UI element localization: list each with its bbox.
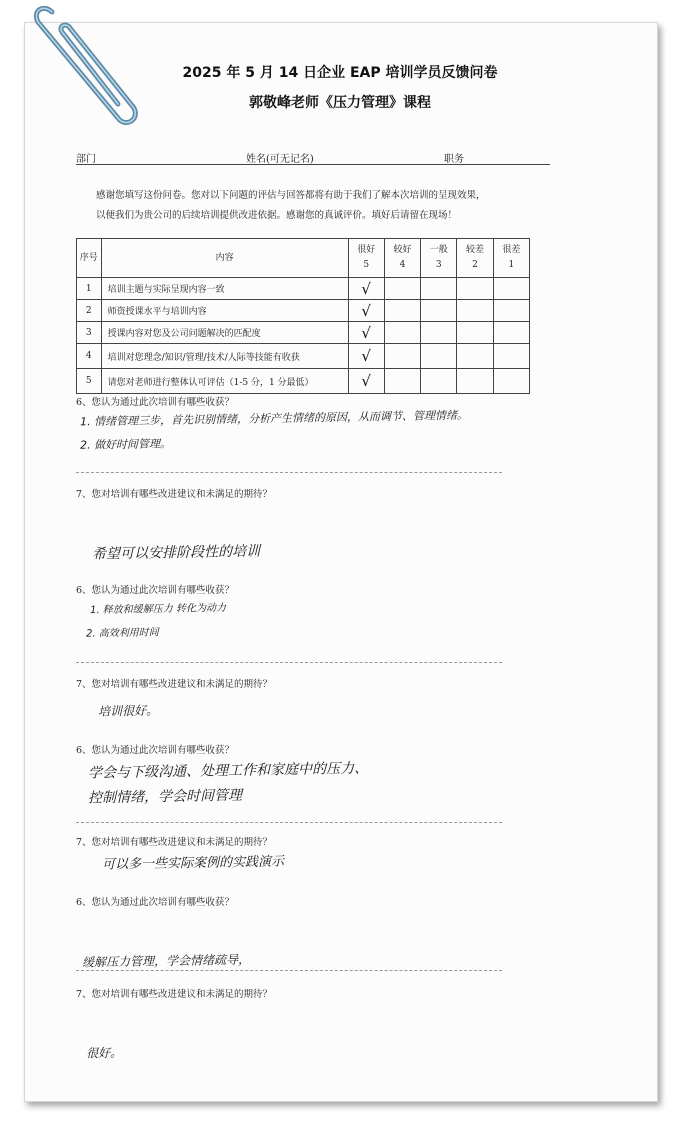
question-6: 6、您认为通过此次培训有哪些收获？ (76, 585, 235, 596)
table-row (77, 300, 530, 322)
check-mark: √ (361, 279, 371, 298)
header-score-3: 一般 3 (421, 239, 457, 278)
table-row (77, 322, 530, 344)
divider (76, 822, 502, 823)
row-number: 5 (77, 369, 102, 394)
question-7: 7、您对培训有哪些改进建议和未满足的期待？ (76, 679, 273, 690)
check-cell (348, 300, 384, 322)
row-number: 4 (77, 344, 102, 369)
table-row (77, 344, 530, 369)
check-cell (348, 278, 384, 300)
handwritten-answer: 2. 做好时间管理。 (79, 437, 172, 452)
question-6: 6、您认为通过此次培训有哪些收获？ (76, 745, 235, 756)
header-score-5: 很好 5 (348, 239, 384, 278)
divider (76, 662, 502, 663)
check-mark: √ (361, 372, 371, 390)
handwritten-answer: 1. 情绪管理三步，首先识别情绪，分析产生情绪的原因，从而调节、管理情绪。 (79, 408, 469, 429)
handwritten-answer: 培训很好。 (97, 703, 159, 719)
question-7: 7、您对培训有哪些改进建议和未满足的期待？ (76, 489, 273, 500)
handwritten-answer: 2. 高效利用时间 (85, 627, 159, 640)
question-7: 7、您对培训有哪些改进建议和未满足的期待？ (76, 837, 273, 848)
table-row (77, 369, 530, 394)
intro-line-1: 感谢您填写这份问卷。您对以下问题的评估与回答都将有助于我们了解本次培训的呈现效果， (96, 190, 486, 201)
question-7: 7、您对培训有哪些改进建议和未满足的期待？ (76, 989, 273, 1000)
intro-line-2: 以便我们为贵公司的后续培训提供改进依据。感谢您的真诚评价。填好后请留在现场！ (96, 210, 458, 221)
handwritten-answer: 1. 释放和缓解压力 转化为动力 (89, 602, 227, 617)
header-content: 内容 (101, 239, 348, 278)
row-item: 请您对老师进行整体认可评估（1-5 分，1 分最低） (101, 369, 348, 394)
header-seq: 序号 (77, 239, 102, 278)
header-score-4: 较好 4 (384, 239, 420, 278)
position-label: 职务 (444, 154, 464, 165)
header-score-2: 较差 2 (457, 239, 493, 278)
info-underline (76, 164, 550, 165)
question-6: 6、您认为通过此次培训有哪些收获？ (76, 897, 235, 908)
page-title: 2025 年 5 月 14 日企业 EAP 培训学员反馈问卷 (182, 65, 498, 81)
divider (76, 970, 502, 971)
row-number: 2 (77, 300, 102, 322)
row-number: 3 (77, 322, 102, 344)
handwritten-answer: 很好。 (85, 1045, 123, 1061)
rating-table (76, 238, 530, 394)
check-cell (348, 322, 384, 344)
check-mark: √ (361, 323, 371, 342)
row-item: 师资授课水平与培训内容 (101, 300, 348, 322)
handwritten-answer: 可以多一些实际案例的实践演示 (101, 854, 285, 873)
handwritten-answer: 希望可以安排阶段性的培训 (91, 543, 261, 563)
check-mark: √ (361, 347, 371, 365)
row-item: 培训主题与实际呈现内容一致 (101, 278, 348, 300)
handwritten-answer: 学会与下级沟通、处理工作和家庭中的压力、 (87, 760, 369, 782)
check-mark: √ (361, 301, 371, 320)
row-number: 1 (77, 278, 102, 300)
handwritten-answer: 控制情绪，学会时间管理 (87, 787, 243, 807)
header-score-1: 很差 1 (493, 239, 529, 278)
divider (76, 472, 502, 473)
question-6: 6、您认为通过此次培训有哪些收获？ (76, 397, 235, 408)
check-cell (348, 344, 384, 369)
department-label: 部门 (76, 154, 96, 165)
row-item: 授课内容对您及公司问题解决的匹配度 (101, 322, 348, 344)
check-cell (348, 369, 384, 394)
table-row (77, 278, 530, 300)
page-subtitle: 郭敬峰老师《压力管理》课程 (249, 95, 431, 111)
handwritten-answer: 缓解压力管理，学会情绪疏导， (81, 952, 251, 970)
row-item: 培训对您理念/知识/管理/技术/人际等技能有收获 (101, 344, 348, 369)
name-label: 姓名(可无记名) (246, 154, 314, 165)
table-header-row (77, 239, 530, 278)
